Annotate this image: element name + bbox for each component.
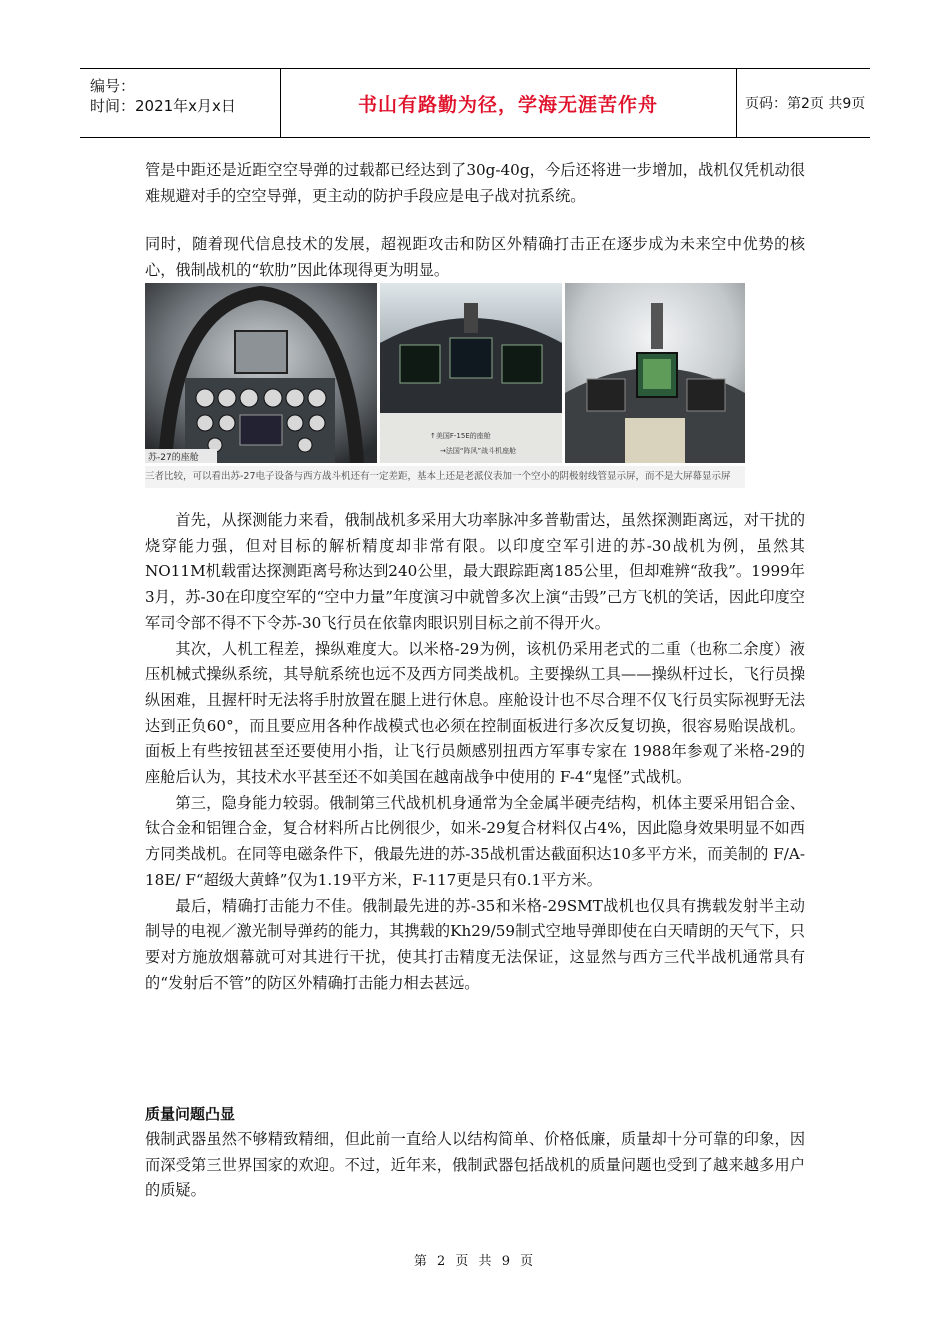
f15e-cockpit-image [380, 283, 562, 463]
paragraph-detection: 首先，从探测能力来看，俄制战机多采用大功率脉冲多普勒雷达，虽然探测距离远，对干扰的烧穿能力强，但对目标的解析精度却非常有限。以印度空军引进的苏-30战机为例，虽然其NO11M机载雷达探测距离号称达到240公里，最大跟踪距离185公里，但却难辨“敌我”。1999年3月，苏-30在印度空军的“空中力量”年度演习中就曾多次上演“击毁”己方飞机的笑话，因此印度空军司令部不得不下令苏-30飞行员在依靠肉眼识别目标之前不得开火。 [145, 511, 805, 632]
page-footer: 第 2 页 共 9 页 [413, 1254, 537, 1269]
paragraph-text: 管是中距还是近距空空导弹的过载都已经达到了30g-40g，今后还将进一步增加，战机仅凭机动很难规避对手的空空导弹，更主动的防护手段应是电子战对抗系统。 [145, 161, 805, 205]
paragraph-stealth: 第三，隐身能力较弱。俄制第三代战机机身通常为全金属半硬壳结构，机体主要采用铝合金、钛合金和铝锂合金，复合材料所占比例很少，如米-29复合材料仅占4%，因此隐身效果明显不如西方同类战机。在同等电磁条件下，俄最先进的苏-35战机雷达截面积达10多平方米，而美制的 F/A-18E/ F“超级大黄蜂”仅为1.19平方米，F-117更是只有0.1平方米。 [145, 793, 805, 889]
header-info-cell [80, 69, 281, 137]
header-page-cell [737, 69, 870, 137]
su27-cockpit-image [145, 283, 377, 463]
section-heading: 质量问题凸显 [145, 1105, 236, 1123]
rafale-cockpit-image [565, 283, 745, 463]
paragraph-intro [145, 232, 805, 283]
paragraph-precision-strike: 最后，精确打击能力不佳。俄制最先进的苏-35和米格-29SMT战机也仅具有携载发射半主动制导的电视／激光制导弹药的能力，其携载的Kh29/59制式空地导弹即使在白天晴朗的天气下，只要对方施放烟幕就可对其进行干扰，使其打击精度无法保证，这显然与西方三代半战机通常具有的“发射后不管”的防区外精确打击能力相去甚远。 [145, 896, 805, 992]
cockpit-image-strip [145, 283, 745, 488]
paragraph-continuation [145, 158, 805, 209]
su27-image-label: 苏-27的座舱 [148, 453, 199, 463]
document-number-label: 编号： [90, 77, 136, 95]
paragraph-quality [145, 1127, 805, 1204]
paragraph-ergonomics: 其次，人机工程差，操纵难度大。以米格-29为例，该机仍采用老式的二重（也称二余度）液压机械式操纵系统，其导航系统也远不及西方同类战机。主要操纵工具——操纵杆过长，飞行员操纵困难，且握杆时无法将手肘放置在腿上进行休息。座舱设计也不尽合理不仅飞行员实际视野无法达到正负60°，而且要应用各种作战模式也必须在控制面板进行多次反复切换，很容易贻误战机。面板上有些按钮甚至还要使用小指，让飞行员颇感别扭西方军事专家在 1988年参观了米格-29的座舱后认为，其技术水平甚至还不如美国在越南战争中使用的 F-4“鬼怪”式战机。 [145, 639, 805, 787]
page-header [80, 68, 870, 138]
paragraph-text: 俄制武器虽然不够精致精细，但此前一直给人以结构简单、价格低廉，质量却十分可靠的印象，因而深受第三世界国家的欢迎。不过，近年来，俄制武器包括战机的质量问题也受到了越来越多用户的质疑。 [145, 1130, 805, 1200]
document-date-label: 时间：2021年x月x日 [90, 97, 236, 115]
paragraph-text: 同时，随着现代信息技术的发展，超视距攻击和防区外精确打击正在逐步成为未来空中优势的核心，俄制战机的“软肋”因此体现得更为明显。 [145, 235, 805, 279]
main-content [145, 508, 805, 996]
rafale-image-label: →法国“阵风”战斗机座舱 [440, 447, 517, 455]
header-page-number: 页码：第2页 共9页 [745, 96, 866, 112]
header-motto: 书山有路勤为径，学海无涯苦作舟 [357, 93, 658, 116]
header-motto-cell [280, 69, 737, 137]
f15e-image-label: ↑美国F-15E的座舱 [430, 432, 491, 440]
image-caption: 三者比较，可以看出苏-27电子设备与西方战斗机还有一定差距，基本上还是老派仪表加一个空小的阴极射线管显示屏，而不是大屏幕显示屏 [145, 466, 745, 488]
